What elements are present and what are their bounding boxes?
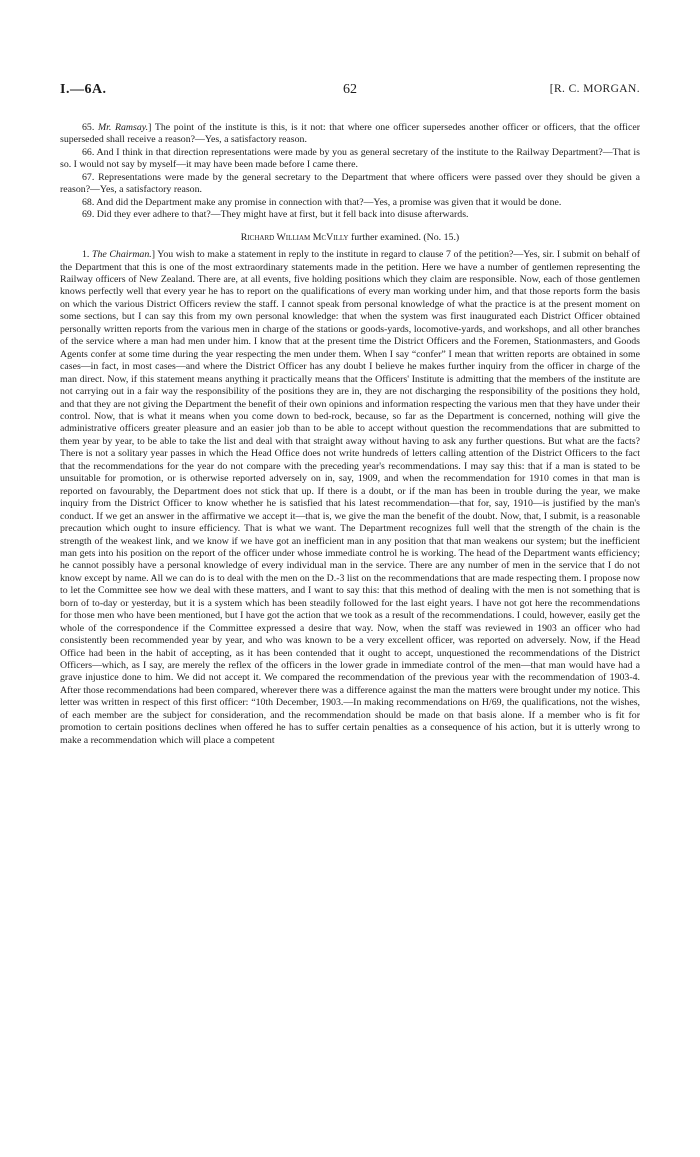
speaker-name: The Chairman. [91, 249, 152, 261]
witness-name: [R. C. MORGAN. [549, 83, 640, 95]
speaker-name: Mr. Ramsay. [97, 122, 149, 133]
question-number: 1. [82, 249, 92, 261]
statement-paragraph [60, 249, 640, 747]
question-67: 67. Representations were made by the general secretary to the Department that where officers were passed over they should be given a reason?—Yes, a satisfactory reason. [60, 171, 640, 196]
question-number: 65. [82, 122, 98, 133]
question-65 [60, 122, 640, 147]
document-body [60, 122, 640, 747]
section-heading-rest: further examined. (No. 15.) [348, 231, 460, 243]
question-68: 68. And did the Department make any promise in connection with that?—Yes, a promise was given that it would be done. [82, 196, 562, 208]
page-header [60, 82, 640, 102]
question-66: 66. And I think in that direction representations were made by you as general secretary of the institute to the Railway Department?—That is so. I would not say by myself—it may have been made before I came there. [60, 146, 640, 171]
question-69: 69. Did they ever adhere to that?—They might have at first, but it fell back into disuse afterwards. [82, 209, 469, 221]
section-heading [60, 232, 640, 244]
question-text: ] The point of the institute is this, is it not: that where one officer supersedes another officer or officers, that the officer superseded shall receive a reason?—Yes, a satisfactory reason. [60, 122, 640, 146]
witness-full-name: Richard William McVilly [240, 231, 349, 243]
page-number: 62 [343, 82, 357, 97]
paper-reference: I.—6A. [60, 82, 107, 97]
statement-text: ] You wish to make a statement in reply to the institute in regard to clause 7 of the petition?—Yes, sir. I submit on behalf of the Department that this is one of the most extraordinary statements made in the petition. Here we have a number of gentlemen representing the Railway officers of New Zealand. There are, at all events, five holding positions which they claim are responsible. Now, each of those gentlemen knows perfectly well that every year he has to report on the qualifications of every man working under him, and that those reports form the basis on which the various District Officers review the staff. I cannot speak from personal knowledge of what the practice is at the present moment on some sections, but I can say this from my own personal knowledge: that when the system was first inaugurated each District Officer obtained personally written reports from the various men in charge of the stations or goods-yards, locomotive-yards, and workshops, and all other branches of the service where a man had men under him. I know that at the present time the District Officers and the Foremen, Stationmasters, and Goods Agents confer at some time during the year respecting the men under them. When I say “confer” I mean that written reports are obtained in some cases—in fact, in most cases—and where the District Officer has any doubt I believe he makes further inquiry from the officer in charge of the man direct. Now, if this statement means anything it practically means that the Officers' Institute is admitting that the members of the institute are not carrying out in a fair way the responsibility of the positions they are in, they are not discharging the responsibility of the positions they hold, and that they are not giving the Department the benefit of their own opinions and information respecting the various men that they have under their control. Now, that is what it means when you come down to bed-rock, because, so far as the Department is concerned, nothing will give the administrative officers greater pleasure and an easier job than to be able to accept without question the recommendations that are submitted to them year by year, to be able to take the list and deal with that straight away without having to ask any further questions. But what are the facts? There is not a solitary year passes in which the Head Office does not write hundreds of letters calling attention of the District Officers to the fact that the recommendations for the year do not compare with the preceding year's recommendations. I may say this: that if a man is stated to be unsuitable for promotion, or is otherwise reported adversely on in, say, 1909, and when the recommendation for 1910 comes in that man is reported on favourably, the Department does not stick that up. If there is a doubt, or if the man has been in trouble during the year, we make inquiry from the District Officer to know whether he is satisfied that his latest recommendation—that for, say, 1910—is justified by the man's conduct. If we get an answer in the affirmative we accept it—that is, we give the man the benefit of the doubt. Now, that, I submit, is a reasonable precaution which ought to insure efficiency. That is what we want. The Department recognizes full well that the strength of the chain is the strength of the weakest link, and we know if we have got an inefficient man in any position that that man weakens our system; but the inefficient man gets into his position on the report of the officer under whose immediate control he is working. The head of the Department wants efficiency; he cannot possibly have a personal knowledge of every individual man in the service. There are any number of men in the service that I do not know except by name. All we can do is to deal with the men on the D.-3 list on the recommendations that are made respecting them. I propose now to let the Committee see how we deal with these matters, and I want to say this: that this method of dealing with the men is not something that is born of to-day or yesterday, but it is a system which has been steadily followed for the last eight years. I have not got here the recommendations for those men who have been mentioned, but I have got the action that we took as a result of the recommendations. I could, however, easily get the whole of the correspondence if the Committee expressed a desire that way. Now, when the staff was reviewed in 1903 an officer who had consistently been recommended year by year, and who was known to be a very excellent officer, was reported on adversely. Now, if the Head Office had been in the habit of accepting, as it has been contended that it ought to accept, unquestioned the recommendations of the District Officers—which, as I say, are merely the reflex of the officers in the lower grade in immediate control of the men—that man would have had a grave injustice done to him. We did not accept it. We compared the recommendation of the previous year with the recommendation of 1903-4. After those recommendations had been compared, wherever there was a difference against the man the matters were brought under my notice. This letter was written in respect of this first officer: “10th December, 1903.—In making recommendations on H/69, the qualifications, not the wishes, of each member are the subject for consideration, and the recommendation should be made on that basis alone. If a member who is fit for promotion to certain positions declines when offered he has to suffer certain penalties as a consequence of his action, but it is utterly wrong to make a recommendation which will place a competent [60, 249, 641, 746]
